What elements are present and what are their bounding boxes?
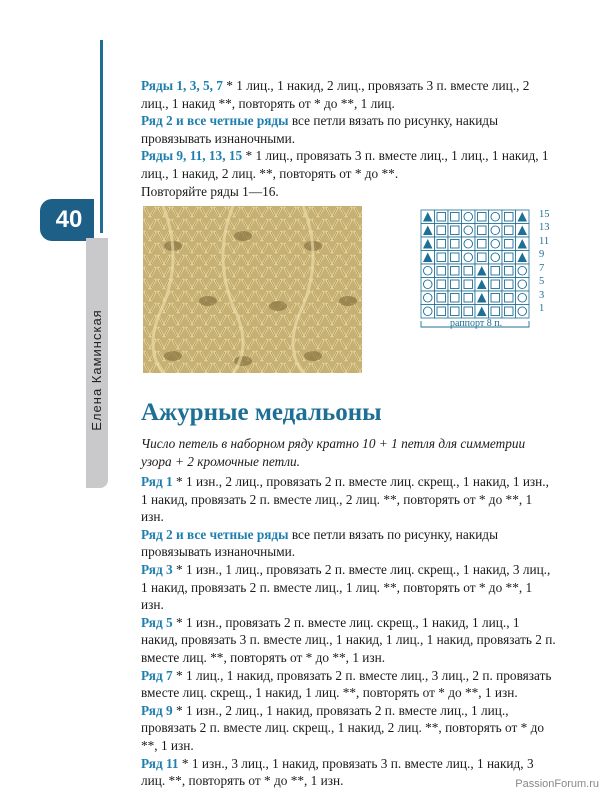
row-label: Ряд 2 и все четные ряды — [141, 526, 289, 542]
chart-cell — [475, 210, 489, 224]
chart-cell — [448, 278, 462, 292]
instruction-row — [141, 147, 557, 182]
instruction-row — [141, 183, 557, 201]
section-note: Число петель в наборном ряду кратно 10 + 1 петля для симметрии узора + 2 кромочные петли. — [141, 436, 526, 469]
margin-rule — [100, 40, 103, 233]
chart-cell — [475, 251, 489, 265]
row-text: * 1 изн., провязать 2 п. вместе лиц. скрещ., 1 накид, 1 лиц., 1 накид, провязать 3 п. вместе лиц., 1 накид, 1 лиц., 1 накид, провязать 2 п. вместе лиц. **, повторять от * до **, 1 изн. — [141, 614, 556, 665]
row-label: Ряды 1, 3, 5, 7 — [141, 78, 223, 93]
pattern-instructions — [141, 473, 557, 790]
instruction-row — [141, 112, 557, 147]
row-text: Повторяйте ряды 1—16. — [141, 183, 279, 199]
chart-cell — [462, 278, 476, 292]
row-text: * 1 изн., 2 лиц., 1 накид, провязать 2 п. вместе лиц., 1 лиц., провязать 2 п. вместе лиц. скрещ., 1 накид, 2 лиц. **, повторять от * до **, 1 изн. — [141, 702, 545, 753]
top-instructions — [141, 77, 557, 200]
watermark: PassionForum.ru — [515, 778, 599, 790]
chart-row-label: 11 — [539, 236, 550, 247]
rapport-label: раппорт 8 п. — [450, 318, 503, 329]
chart-cell — [489, 305, 503, 319]
knitted-sample-photo — [143, 206, 362, 373]
instruction-row — [141, 755, 557, 790]
row-text: * 1 изн., 3 лиц., 1 накид, провязать 3 п. вместе лиц., 1 накид, 3 лиц. **, повторять от * до **, 1 изн. — [141, 755, 534, 789]
row-text: * 1 изн., 2 лиц., провязать 2 п. вместе лиц. скрещ., 1 накид, 1 изн., 1 накид, провязать 2 п. вместе лиц., 2 лиц. **, повторять от * до **, 1 изн. — [141, 474, 549, 525]
instruction-row — [141, 561, 557, 614]
chart-cell — [462, 291, 476, 305]
chart-cell — [448, 291, 462, 305]
instruction-row — [141, 667, 557, 702]
chart-cell — [462, 264, 476, 278]
chart-cell — [475, 237, 489, 251]
chart-cell — [435, 210, 449, 224]
instruction-row — [141, 526, 557, 561]
chart-cell — [435, 264, 449, 278]
row-text: все петли вязать по рисунку, накиды провязывать изнаночными. — [141, 113, 499, 146]
row-label: Ряд 1 — [141, 474, 173, 489]
instruction-row — [141, 702, 557, 755]
chart-cell — [435, 251, 449, 265]
chart-cell — [502, 224, 516, 238]
chart-cell — [435, 224, 449, 238]
chart-cell — [502, 251, 516, 265]
chart-row-label: 7 — [539, 263, 545, 274]
row-text: * 1 лиц., провязать 3 п. вместе лиц., 1 лиц., 1 накид, 1 лиц., 1 накид, 2 лиц. **, повторять от * до **. — [141, 148, 549, 181]
chart-cell — [502, 291, 516, 305]
chart-cell — [502, 278, 516, 292]
page-number: 40 — [55, 206, 83, 233]
instruction-row — [141, 473, 557, 526]
row-text: * 1 изн., 1 лиц., провязать 2 п. вместе лиц. скрещ., 1 накид, 3 лиц., 1 накид, провязать 2 п. вместе лиц., 1 лиц. **, повторять от * до **, 1 изн. — [141, 561, 551, 613]
chart-cell — [435, 305, 449, 319]
row-label: Ряд 9 — [141, 702, 173, 718]
chart-row-label: 9 — [539, 249, 545, 260]
chart-cell — [489, 264, 503, 278]
row-label: Ряд 3 — [141, 561, 173, 577]
chart-cell — [475, 224, 489, 238]
row-label: Ряд 7 — [141, 667, 173, 683]
row-text: * 1 лиц., 1 накид, 2 лиц., провязать 3 п. вместе лиц., 2 лиц., 1 накид **, повторять от * до **, 1 лиц. — [141, 78, 530, 111]
row-text: все петли вязать по рисунку, накиды провязывать изнаночными. — [141, 526, 499, 560]
chart-cell — [462, 305, 476, 319]
chart-cell — [448, 210, 462, 224]
row-text: * 1 лиц., 1 накид, провязать 2 п. вместе лиц., 3 лиц., 2 п. провязать вместе лиц. скрещ., 1 накид, 1 лиц. **, повторять от * до **, 1 изн. — [141, 667, 552, 701]
chart-row-label: 5 — [539, 276, 545, 287]
row-label: Ряд 11 — [141, 755, 179, 771]
chart-cell — [435, 278, 449, 292]
chart-row-label: 3 — [539, 290, 545, 301]
chart-cell — [502, 237, 516, 251]
chart-row-label: 13 — [539, 222, 550, 233]
row-label: Ряды 9, 11, 13, 15 — [141, 148, 243, 164]
chart-cell — [448, 251, 462, 265]
section-title: Ажурные медальоны — [141, 399, 382, 426]
row-label: Ряд 5 — [141, 614, 173, 630]
instruction-row — [141, 614, 557, 667]
chart-cell — [502, 210, 516, 224]
chart-cell — [489, 291, 503, 305]
stitch-chart — [413, 209, 553, 334]
chart-cell — [448, 305, 462, 319]
chart-cell — [435, 291, 449, 305]
chart-row-label: 15 — [539, 209, 550, 220]
row-label: Ряд 2 и все четные ряды — [141, 113, 289, 129]
chart-cell — [448, 237, 462, 251]
chart-cell — [448, 224, 462, 238]
chart-cell — [502, 264, 516, 278]
chart-cell — [502, 305, 516, 319]
author-name: Елена Каминская — [89, 309, 104, 431]
chart-cell — [489, 278, 503, 292]
instruction-row — [141, 77, 557, 112]
chart-cell — [435, 237, 449, 251]
chart-cell — [448, 264, 462, 278]
chart-row-label: 1 — [539, 303, 545, 314]
